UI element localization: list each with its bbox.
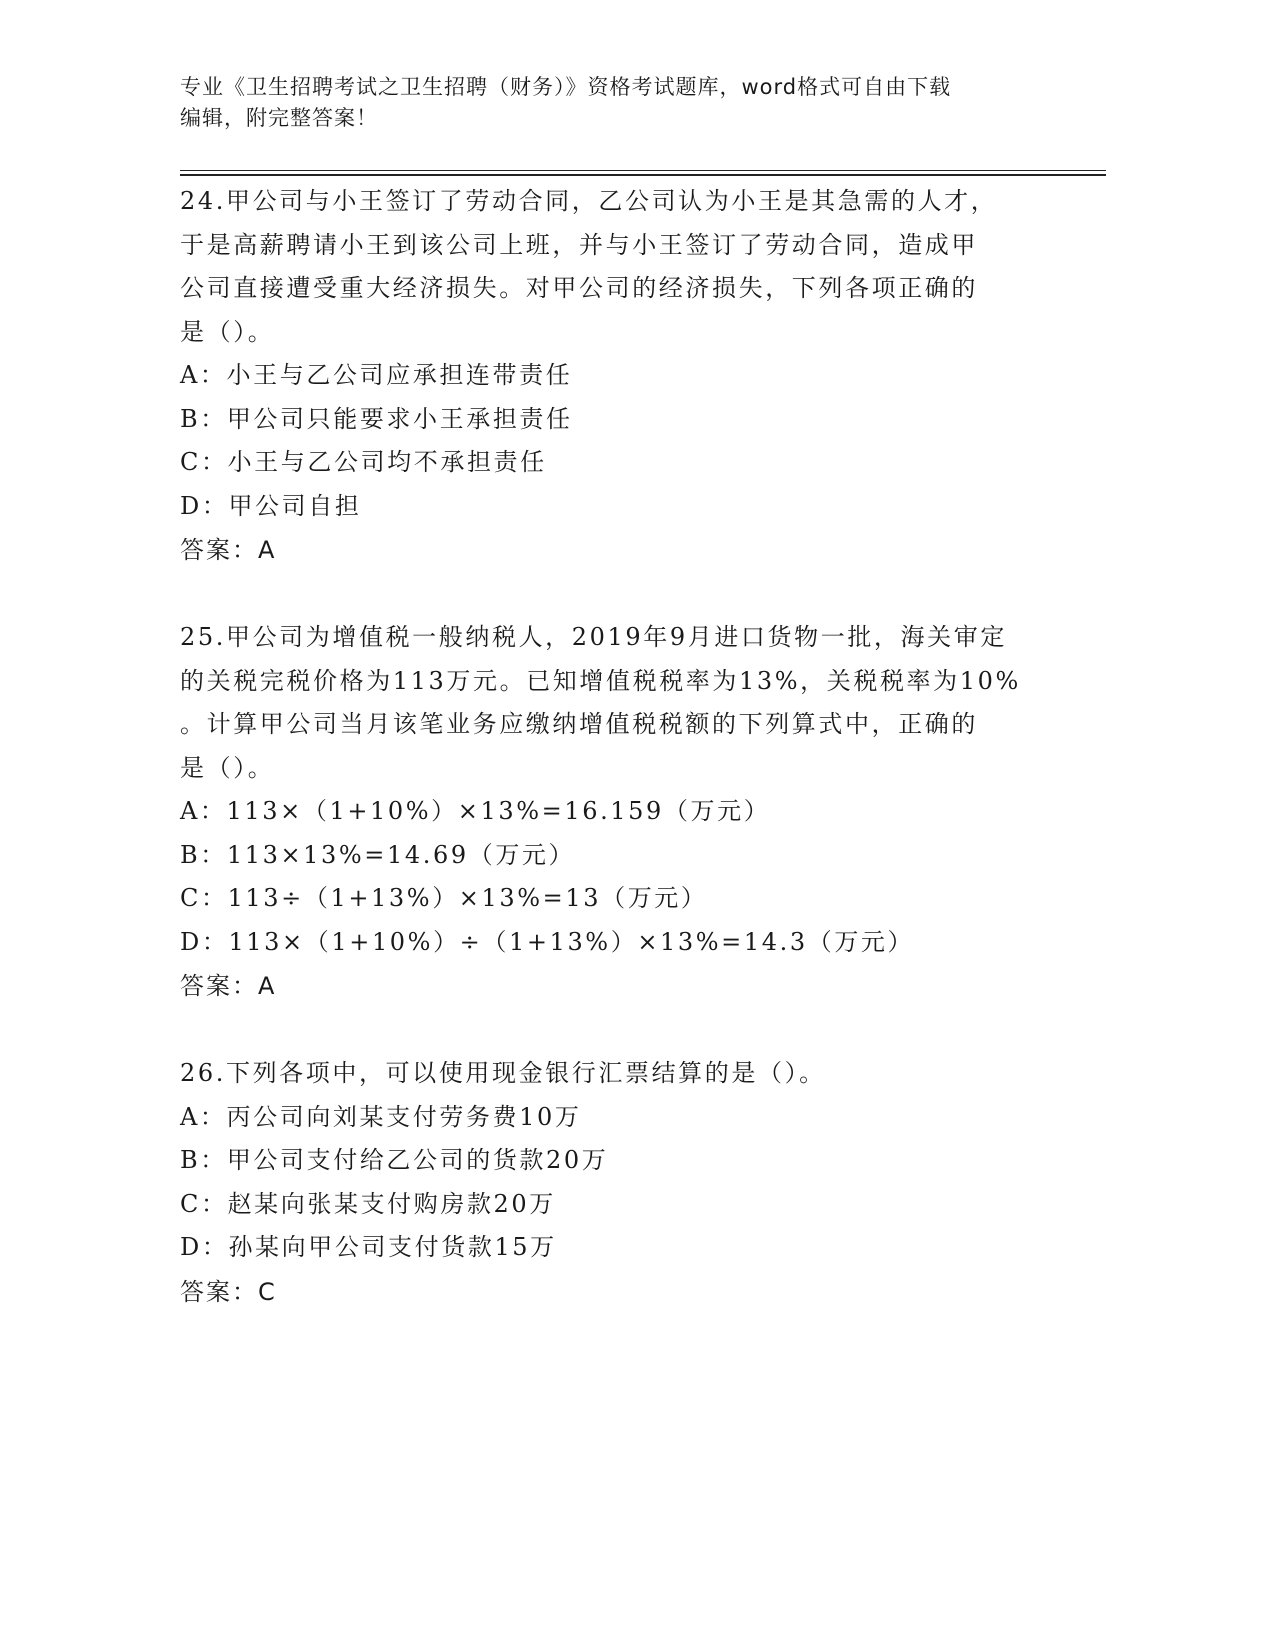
question-24 (180, 180, 1040, 573)
question-stem-line: 25.甲公司为增值税一般纳税人，2019年9月进口货物一批，海关审定 (180, 623, 1007, 651)
header-line-1: 专业《卫生招聘考试之卫生招聘（财务）》资格考试题库，word格式可自由下载 (180, 75, 952, 99)
question-stem-line: 。计算甲公司当月该笔业务应缴纳增值税税额的下列算式中，正确的 (180, 710, 978, 738)
option-c: C：小王与乙公司均不承担责任 (180, 448, 547, 476)
option-a: A：丙公司向刘某支付劳务费10万 (180, 1102, 582, 1131)
answer: 答案：A (180, 972, 277, 1000)
question-stem-line: 的关税完税价格为113万元。已知增值税税率为13%，关税税率为10% (180, 666, 1021, 695)
header-divider-thin (180, 170, 1106, 171)
question-stem-line: 于是高薪聘请小王到该公司上班，并与小王签订了劳动合同，造成甲 (180, 230, 978, 259)
option-a: A：113×（1+10%）×13%=16.159（万元） (180, 797, 771, 825)
question-26 (180, 1052, 1040, 1314)
question-stem-line: 公司直接遭受重大经济损失。对甲公司的经济损失，下列各项正确的 (180, 274, 978, 302)
document-header (180, 72, 1060, 134)
option-d: D：甲公司自担 (180, 491, 362, 520)
option-b: B：甲公司只能要求小王承担责任 (180, 404, 573, 433)
option-b: B：甲公司支付给乙公司的货款20万 (180, 1146, 609, 1174)
question-stem-line: 26.下列各项中，可以使用现金银行汇票结算的是（）。 (180, 1059, 826, 1087)
question-stem (180, 1052, 1040, 1096)
header-line-2: 编辑，附完整答案！ (180, 106, 378, 130)
question-25 (180, 616, 1040, 1009)
question-stem-line: 是（）。 (180, 317, 275, 346)
option-d: D：113×（1+10%）÷（1+13%）×13%=14.3（万元） (180, 927, 915, 956)
option-c: C：赵某向张某支付购房款20万 (180, 1189, 556, 1218)
header-divider-thick (180, 174, 1106, 176)
question-stem-line: 是（）。 (180, 753, 275, 782)
option-a: A：小王与乙公司应承担连带责任 (180, 361, 573, 389)
question-stem (180, 616, 1040, 790)
option-d: D：孙某向甲公司支付货款15万 (180, 1233, 557, 1261)
question-stem-line: 24.甲公司与小王签订了劳动合同，乙公司认为小王是其急需的人才， (180, 187, 998, 215)
option-b: B：113×13%=14.69（万元） (180, 840, 576, 869)
question-stem (180, 180, 1040, 354)
option-c: C：113÷（1+13%）×13%=13（万元） (180, 884, 708, 912)
answer: 答案：A (180, 536, 277, 564)
answer: 答案：C (180, 1277, 277, 1306)
